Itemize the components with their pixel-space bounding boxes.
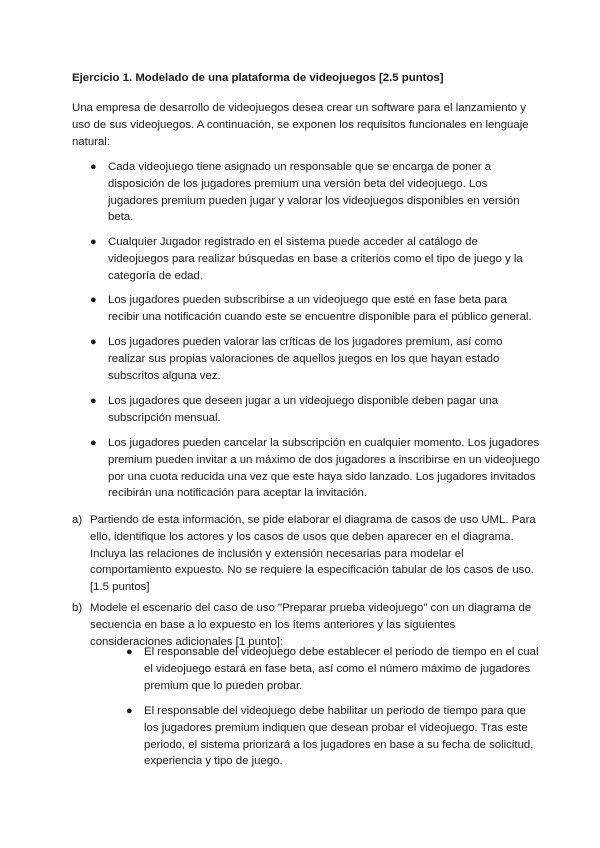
requirement-text: Los jugadores pueden cancelar la subscripción en cualquier momento. Los jugadores premium pueden invitar a un máximo de dos jugadores a inscribirse en un videojuego por una cuota reducida una vez que este haya sido lanzado. Los jugadores invitados recibirán una notificación para aceptar la invitación. [108,437,540,500]
consideration-item [126,644,540,694]
task-text: Modele el escenario del caso de uso "Preparar prueba videojuego" con un diagrama de secuencia en base a lo expuesto en los ítems anteriores y las siguientes consideraciones adicionales [1 punto]: [90,602,532,648]
bullet-icon: ● [90,395,97,407]
requirement-text: Los jugadores pueden subscribirse a un videojuego que esté en fase beta para recibir una notificación cuando este se encuentre disponible para el público general. [108,294,532,323]
consideration-item [126,703,540,770]
requirement-text: Los jugadores que deseen jugar a un videojuego disponible deben pagar una subscripción mensual. [108,395,499,424]
task-b [72,600,540,650]
intro-paragraph: Una empresa de desarrollo de videojuegos desea crear un software para el lanzamiento y uso de sus videojuegos. A continuación, se exponen los requisitos funcionales en lenguaje natural: [72,102,529,148]
bullet-icon: ● [126,705,133,717]
bullet-icon: ● [90,236,97,248]
requirement-item [90,159,540,226]
task-marker: a) [72,514,83,526]
task-marker: b) [72,602,83,614]
task-text: Partiendo de esta información, se pide elaborar el diagrama de casos de uso UML. Para ello, identifique los actores y los casos de usos que deben aparecer en el diagrama. Incluya las relaciones de inclusión y extensión necesarias para modelar el comportamiento expuesto. No se requiere la especificación tabular de los casos de uso. [1.5 puntos] [90,514,536,594]
exercise-title: Ejercicio 1. Modelado de una plataforma de videojuegos [2.5 puntos] [72,72,444,84]
requirement-item [90,292,540,326]
bullet-icon: ● [90,437,97,449]
requirement-item [90,393,540,427]
requirement-item [90,234,540,284]
bullet-icon: ● [90,336,97,348]
requirement-text: Cualquier Jugador registrado en el sistema puede acceder al catálogo de videojuegos para realizar búsquedas en base a criterios como el tipo de juego y la categoría de edad. [108,236,523,282]
consideration-text: El responsable del videojuego debe establecer el periodo de tiempo en el cual el videojuego estará en fase beta, así como el número máximo de jugadores premium que lo pueden probar. [144,646,539,692]
requirement-item [90,334,540,384]
requirement-text: Cada videojuego tiene asignado un responsable que se encarga de poner a disposición de los jugadores premium una versión beta del videojuego. Los jugadores premium pueden jugar y valorar los videojuegos disponibles en versión beta. [108,161,520,224]
bullet-icon: ● [90,294,97,306]
bullet-icon: ● [90,161,97,173]
requirement-text: Los jugadores pueden valorar las críticas de los jugadores premium, así como realizar sus propias valoraciones de aquellos juegos en los que hayan estado subscritos alguna vez. [108,336,503,382]
task-a [72,512,540,596]
bullet-icon: ● [126,646,133,658]
requirement-item [90,435,540,502]
consideration-text: El responsable del videojuego debe habilitar un periodo de tiempo para que los jugadores premium indiquen que desean probar el videojuego. Tras este periodo, el sistema priorizará a los jugadores en base a su fecha de solicitud, experiencia y tipo de juego. [144,705,534,768]
